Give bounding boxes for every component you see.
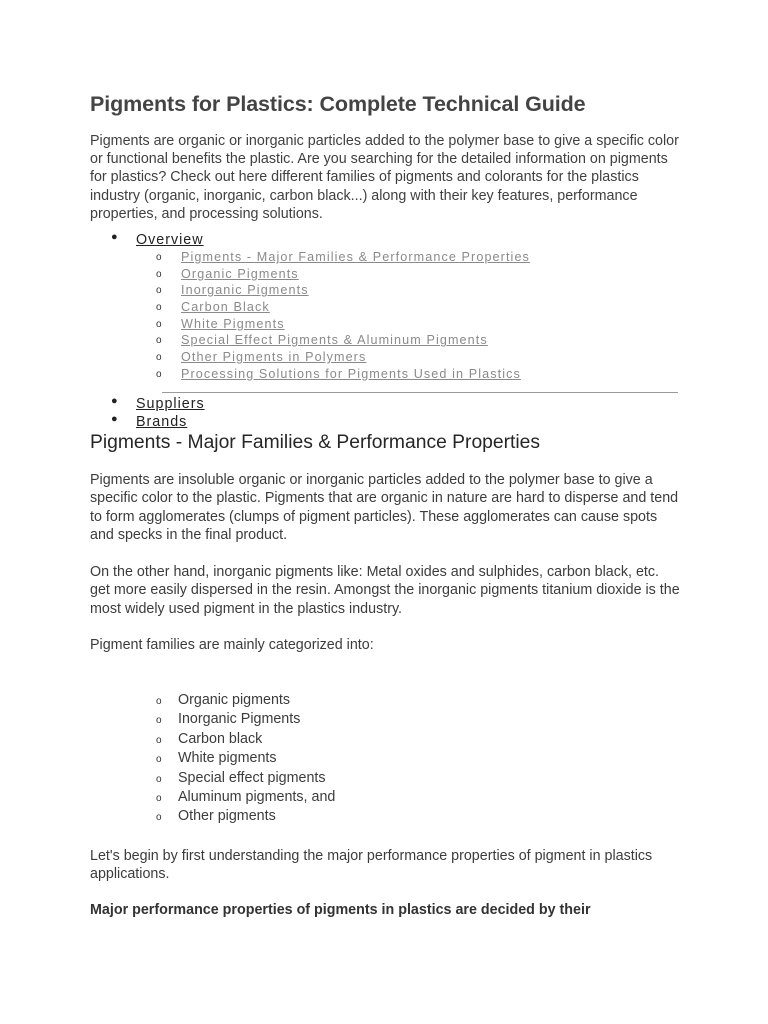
toc-link-processing-solutions[interactable]: Processing Solutions for Pigments Used in Plastics: [181, 366, 521, 381]
circle-bullet-icon: o: [156, 754, 162, 766]
list-item-label: Aluminum pigments, and: [178, 788, 336, 805]
intro-paragraph: Pigments are organic or inorganic particles added to the polymer base to give a specific color or functional benefits the plastic. Are you searching for the detailed information on pigments for plastics? Check out here different families of pigments and colorants for the plastics industry (organic, inorganic, carbon black...) along with their key features, performance properties, and processing solutions.: [90, 133, 679, 222]
toc-subitem: [90, 349, 680, 366]
disc-bullet-icon: ●: [111, 413, 118, 425]
list-item-label: Carbon black: [178, 730, 263, 747]
divider: [162, 392, 678, 393]
circle-bullet-icon: o: [156, 734, 162, 746]
toc-item-overview: [90, 231, 680, 383]
toc-subitem: [90, 282, 680, 299]
table-of-contents: [90, 231, 680, 383]
circle-bullet-icon: o: [156, 368, 162, 380]
list-item-label: Other pigments: [178, 808, 276, 825]
section-paragraph-2: On the other hand, inorganic pigments like: Metal oxides and sulphides, carbon black, etc. get more easily dispersed in the resin. Amongst the inorganic pigments titanium dioxide is the most widely used pigment in the plastics industry.: [90, 564, 680, 617]
overview-sublist: [90, 249, 680, 383]
toc-link-special-effect[interactable]: Special Effect Pigments & Aluminum Pigments: [181, 333, 488, 348]
circle-bullet-icon: o: [156, 773, 162, 785]
section-heading: Pigments - Major Families & Performance Properties: [90, 432, 541, 453]
toc-secondary-links: [90, 395, 680, 431]
toc-link-carbon-black[interactable]: Carbon Black: [181, 300, 270, 315]
bold-subheading: Major performance properties of pigments in plastics are decided by their: [90, 902, 591, 918]
toc-subitem: [90, 316, 680, 333]
toc-item-suppliers: [90, 395, 680, 413]
circle-bullet-icon: o: [156, 252, 162, 263]
toc-subitem: [90, 299, 680, 316]
toc-subitem: [90, 249, 680, 266]
circle-bullet-icon: o: [156, 335, 162, 347]
suppliers-link[interactable]: Suppliers: [136, 396, 205, 412]
toc-link-organic-pigments[interactable]: Organic Pigments: [181, 266, 299, 281]
list-item-label: Inorganic Pigments: [178, 711, 301, 728]
toc-subitem: [90, 366, 680, 383]
circle-bullet-icon: o: [156, 792, 162, 804]
toc-subitem: [90, 266, 680, 283]
circle-bullet-icon: o: [156, 302, 162, 314]
circle-bullet-icon: o: [156, 715, 162, 727]
toc-link-other-pigments[interactable]: Other Pigments in Polymers: [181, 350, 367, 365]
circle-bullet-icon: o: [156, 812, 162, 824]
toc-link-major-families[interactable]: Pigments - Major Families & Performance Properties: [181, 250, 530, 264]
section-paragraph-1: Pigments are insoluble organic or inorganic particles added to the polymer base to give a specific color to the plastic. Pigments that are organic in nature are hard to disperse and tend to form agglomerates (clumps of pigment particles). These agglomerates can cause spots and specks in the final product.: [90, 472, 679, 543]
brands-link[interactable]: Brands: [136, 414, 188, 430]
page-title: Pigments for Plastics: Complete Technical Guide: [90, 92, 586, 116]
section-paragraph-4: Let's begin by first understanding the major performance properties of pigment in plastics applications.: [90, 848, 653, 883]
toc-link-white-pigments[interactable]: White Pigments: [181, 316, 285, 331]
section-paragraph-3: Pigment families are mainly categorized into:: [90, 637, 374, 653]
list-item-label: Special effect pigments: [178, 769, 326, 786]
toc-item-brands: [90, 413, 680, 431]
overview-link[interactable]: Overview: [136, 232, 204, 248]
list-item-label: White pigments: [178, 750, 277, 767]
circle-bullet-icon: o: [156, 285, 162, 297]
circle-bullet-icon: o: [156, 268, 162, 280]
disc-bullet-icon: ●: [111, 395, 118, 407]
circle-bullet-icon: o: [156, 696, 162, 707]
list-item-label: Organic pigments: [178, 692, 291, 708]
toc-link-inorganic-pigments[interactable]: Inorganic Pigments: [181, 283, 309, 298]
circle-bullet-icon: o: [156, 318, 162, 330]
circle-bullet-icon: o: [156, 352, 162, 364]
toc-subitem: [90, 332, 680, 349]
disc-bullet-icon: ●: [111, 231, 118, 243]
